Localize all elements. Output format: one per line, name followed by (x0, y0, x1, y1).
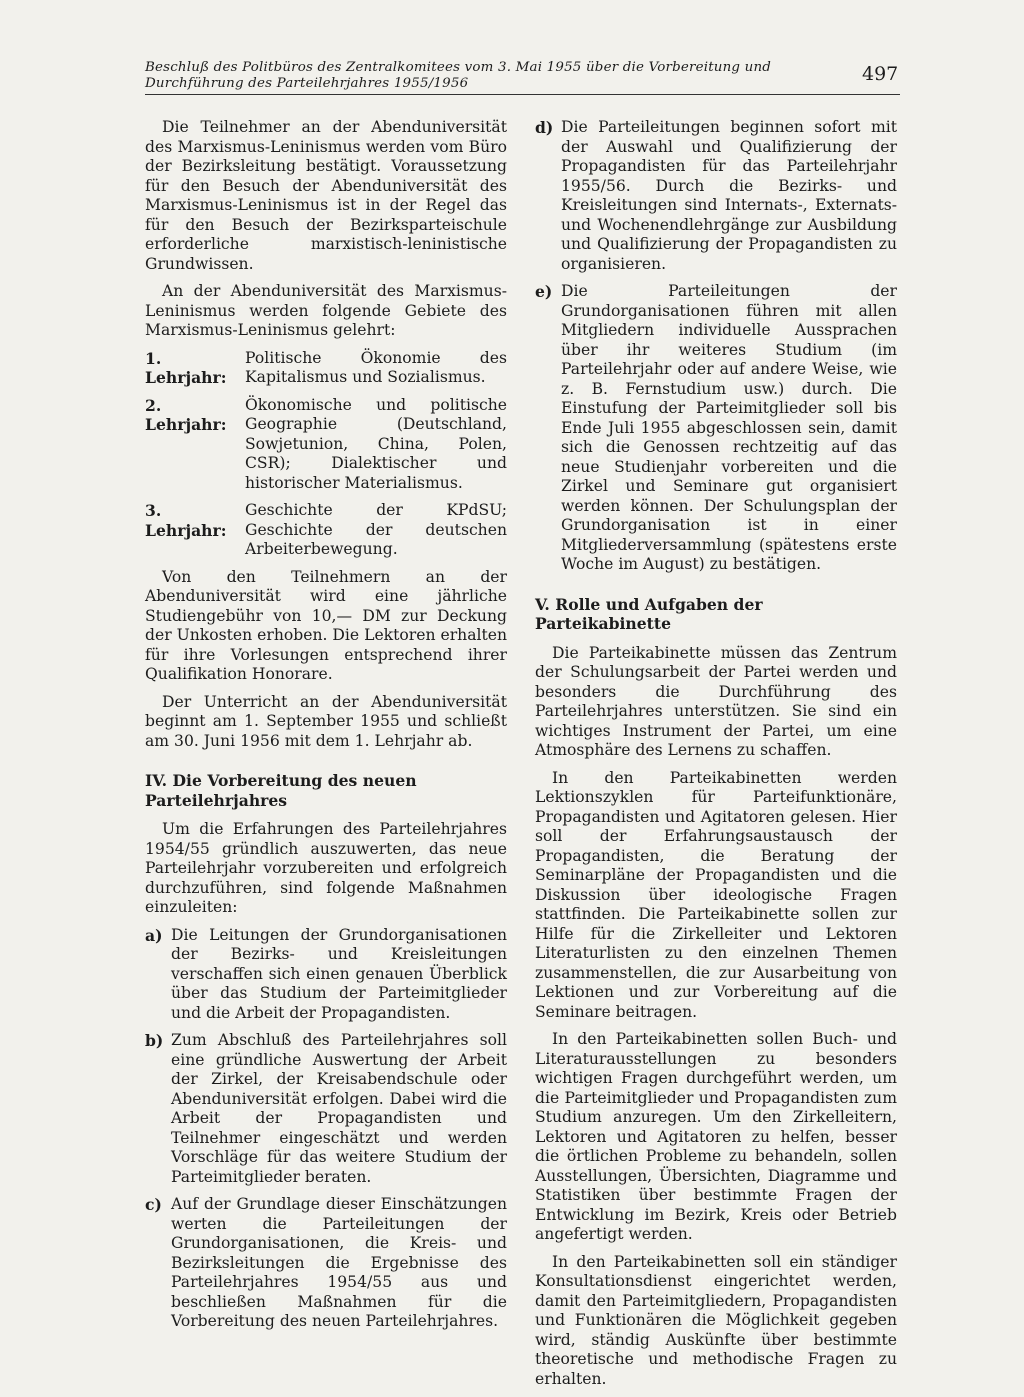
year-text: Ökonomische und politische Geographie (Deutschland, Sowjetunion, China, Polen, CSR); Dialektischer und historischer Materialismus. (245, 395, 507, 492)
item-label: a) (145, 925, 163, 945)
item-label: b) (145, 1031, 164, 1050)
paragraph: In den Parteikabinetten sollen Buch- und Literaturausstellungen zu besonders wichtigen Fragen durchgeführt werden, um die Parteimitglieder und Propagandisten zum Studium anzuregen. Um den Zirkelleitern, Lektoren und Agitatoren zu helfen, besser die örtlichen Probleme zu behandeln, sollen Ausstellungen, Übersichten, Diagramme und Statistiken über bestimmte Fragen der Entwicklung im Bezirk, Kreis oder Betrieb angefertigt werden. (535, 1030, 897, 1243)
item-label: c) (145, 1195, 162, 1214)
section-heading: V. Rolle und Aufgaben der Parteikabinette (535, 594, 763, 633)
header-line-2: Durchführung des Parteilehrjahres 1955/1956 (145, 76, 469, 91)
item-text: Die Parteileitungen beginnen sofort mit der Auswahl und Qualifizierung der Propagandisten für das Parteilehrjahr 1955/56. Durch die Bezirks- und Kreisleitungen sind Internats-, Externats- und Wochenendlehrgänge zur Ausbildung und Qualifizierung der Propagandisten zu organisieren. (561, 118, 897, 273)
page-number: 497 (862, 63, 899, 85)
item-text: Die Parteileitungen der Grundorganisationen führen mit allen Mitgliedern individuelle Aussprachen über ihr weiteres Studium (im Parteilehrjahr oder auf andere Weise, wie z. B. Fernstudium usw.) durch. Die Einstufung der Parteimitglieder soll bis Ende Juli 1955 abgeschlossen sein, damit sich die Genossen rechtzeitig auf das neue Studienjahr vorbereiten und die Zirkel und Seminare gut organisiert werden können. Der Schulungsplan der Grundorganisation ist in einer Mitgliederversammlung (spätestens erste Woche im August) zu bestätigen. (561, 282, 897, 573)
year-text: Geschichte der KPdSU; Geschichte der deutschen Arbeiterbewegung. (245, 501, 507, 558)
paragraph: Die Teilnehmer an der Abenduniversität des Marxismus-Leninismus werden vom Büro der Bezirksleitung bestätigt. Voraussetzung für den Besuch der Abenduniversität des Marxismus-Leninismus ist in der Regel das für den Besuch der Bezirksparteischule erforderliche marxistisch-leninistische Grundwissen. (145, 118, 507, 273)
paragraph: An der Abenduniversität des Marxismus-Leninismus werden folgende Gebiete des Marxismus-Leninismus gelehrt: (145, 282, 507, 339)
paragraph: In den Parteikabinetten werden Lektionszyklen für Parteifunktionäre, Propagandisten und Agitatoren gelesen. Hier soll der Erfahrungsaustausch der Propagandisten, die Beratung der Seminarpläne der Propagandisten und die Diskussion über ideologische Fragen stattfinden. Die Parteikabinette sollen zur Hilfe für die Zirkelleiter und Lektoren Literaturlisten zu den einzelnen Themen zusammenstellen, die zur Ausarbeitung von Lektionen und zur Vorbereitung auf die Seminare beitragen. (535, 768, 897, 1021)
list-item (145, 396, 507, 494)
item-text: Die Leitungen der Grundorganisationen der Bezirks- und Kreisleitungen verschaffen sich einen genauen Überblick über das Studium der Parteimitglieder und die Arbeit der Propagandisten. (171, 925, 507, 1022)
header-rule (145, 94, 900, 95)
paragraph: Die Parteikabinette müssen das Zentrum der Schulungsarbeit der Partei werden und besonders die Durchführung des Parteilehrjahres unterstützen. Sie sind ein wichtiges Instrument der Partei, um eine Atmosphäre des Lernens zu schaffen. (535, 643, 897, 759)
running-header (145, 60, 835, 92)
year-text: Politische Ökonomie des Kapitalismus und Sozialismus. (245, 348, 507, 386)
list-item (535, 118, 897, 274)
item-label: e) (535, 282, 553, 301)
year-label: 2. Lehrjahr: (145, 395, 227, 434)
item-text: Zum Abschluß des Parteilehrjahres soll eine gründliche Auswertung der Arbeit der Zirkel, der Kreisabendschule oder Abenduniversität erfolgen. Dabei wird die Arbeit der Propagandisten und Teilnehmer eingeschätzt und werden Vorschläge für das weitere Studium der Parteimitglieder beraten. (171, 1031, 507, 1186)
list-item (145, 501, 507, 560)
item-label: d) (535, 118, 554, 137)
paragraph: Um die Erfahrungen des Parteilehrjahres 1954/55 gründlich auszuwerten, das neue Parteilehrjahr vorzubereiten und erfolgreich durchzuführen, sind folgende Maßnahmen einzuleiten: (145, 820, 507, 916)
list-item (145, 1195, 507, 1332)
list-item (535, 282, 897, 575)
paragraph: Von den Teilnehmern an der Abenduniversität wird eine jährliche Studiengebühr von 10,— DM zur Deckung der Unkosten erhoben. Die Lektoren erhalten für ihre Vorlesungen entsprechend ihrer Qualifikation Honorare. (145, 567, 508, 683)
paragraph: Der Unterricht an der Abenduniversität beginnt am 1. September 1955 und schließt am 30. Juni 1956 mit dem 1. Lehrjahr ab. (145, 692, 507, 750)
section-heading: IV. Die Vorbereitung des neuen Parteilehrjahres (145, 771, 417, 810)
item-text: Auf der Grundlage dieser Einschätzungen werten die Parteileitungen der Grundorganisationen, die Kreis- und Bezirksleitungen die Ergebnisse des Parteilehrjahres 1954/55 aus und beschließen Maßnahmen für die Vorbereitung des neuen Parteilehrjahres. (171, 1195, 507, 1330)
year-label: 1. Lehrjahr: (145, 348, 227, 387)
right-column (535, 118, 897, 1397)
header-line-1: Beschluß des Politbüros des Zentralkomitees vom 3. Mai 1955 über die Vorbereitung und (145, 60, 772, 75)
left-column (145, 118, 507, 1340)
list-item (145, 926, 507, 1024)
paragraph: In den Parteikabinetten soll ein ständiger Konsultationsdienst eingerichtet werden, damit den Parteimitgliedern, Propagandisten und Funktionären die Möglichkeit gegeben wird, ständig Auskünfte über bestimmte theoretische und methodische Fragen zu erhalten. (535, 1252, 897, 1388)
list-item (145, 349, 507, 388)
year-label: 3. Lehrjahr: (145, 501, 227, 540)
list-item (145, 1031, 507, 1187)
